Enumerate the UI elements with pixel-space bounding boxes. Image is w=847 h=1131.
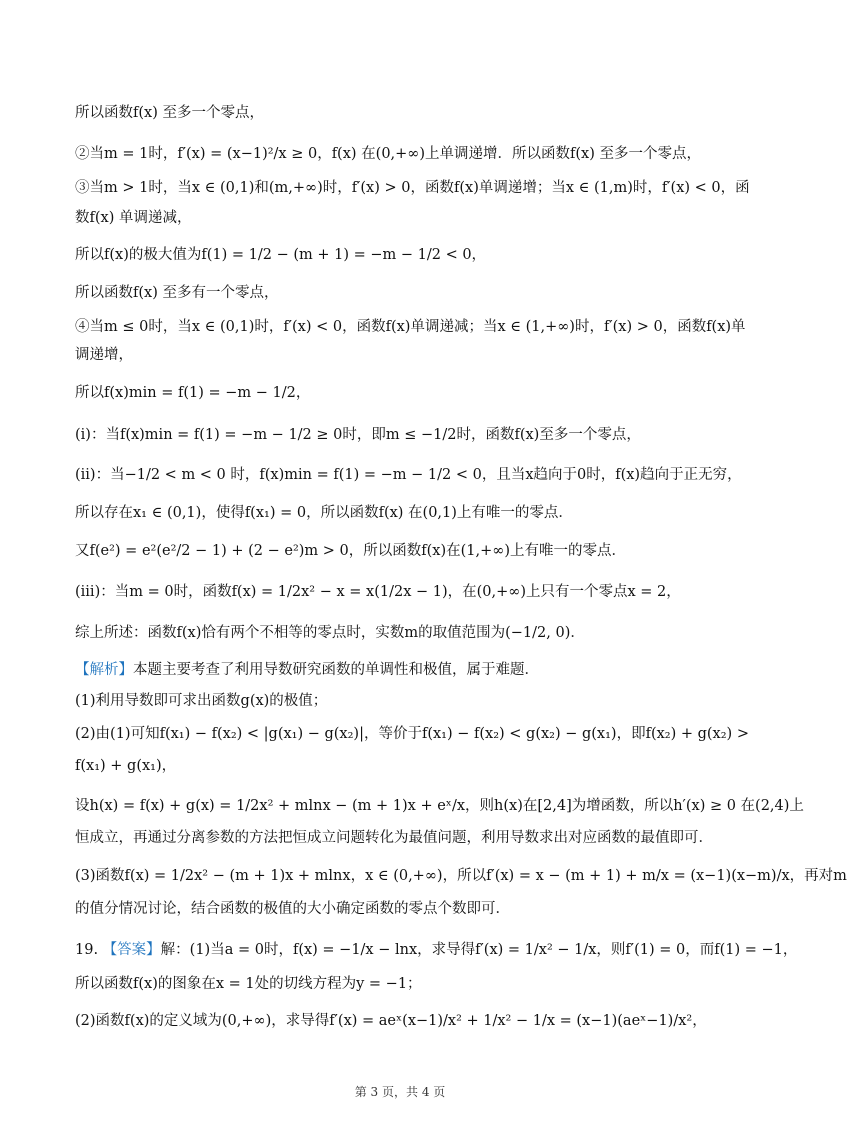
text-line: 所以存在x₁ ∈ (0,1)，使得f(x₁) = 0，所以函数f(x) 在(0,1)上有唯一的零点． [75,505,573,521]
text-line: (ii)：当−1/2 < m < 0 时，f(x)min = f(1) = −m − 1/2 < 0，且当x趋向于0时，f(x)趋向于正无穷， [75,467,742,483]
text-line: (1)利用导数即可求出函数g(x)的极值； [75,693,328,709]
text-line: 恒成立，再通过分离参数的方法把恒成立问题转化为最值问题，利用导数求出对应函数的最值即可． [75,830,713,846]
page-footer: 第 3 页，共 4 页 [354,1085,446,1099]
question-19-line [75,940,798,960]
text-line: (iii)：当m = 0时，函数f(x) = 1/2x² − x = x(1/2x − 1)，在(0,+∞)上只有一个零点x = 2， [75,584,681,600]
text-line: ③当m > 1时，当x ∈ (0,1)和(m,+∞)时，f′(x) > 0，函数f(x)单调递增；当x ∈ (1,m)时，f′(x) < 0，函 [75,180,750,196]
text-line: 的值分情况讨论，结合函数的极值的大小确定函数的零点个数即可． [75,901,510,917]
analysis-tag: 【解析】 [75,662,133,678]
text-line: 设h(x) = f(x) + g(x) = 1/2x² + mlnx − (m + 1)x + eˣ/x，则h(x)在[2,4]为增函数，所以h′(x) ≥ 0 在(2,4)上 [75,798,804,814]
text-line: 数f(x) 单调递减， [75,210,192,226]
text-line: 调递增， [75,347,133,363]
text-line: 又f(e²) = e²(e²/2 − 1) + (2 − e²)m > 0，所以函数f(x)在(1,+∞)上有唯一的零点． [75,543,626,559]
text-line: (3)函数f(x) = 1/2x² − (m + 1)x + mlnx，x ∈ (0,+∞)，所以f′(x) = x − (m + 1) + m/x = (x−1)(x−m)/x，再对m [75,868,847,884]
analysis-text: 本题主要考查了利用导数研究函数的单调性和极值，属于难题． [133,662,539,678]
text-line: ②当m = 1时，f′(x) = (x−1)²/x ≥ 0，f(x) 在(0,+∞)上单调递增．所以函数f(x) 至多一个零点， [75,146,702,162]
answer-text: 解：(1)当a = 0时，f(x) = −1/x − lnx，求导得f′(x) = 1/x² − 1/x，则f′(1) = 0，而f(1) = −1， [160,942,798,958]
analysis-line [75,660,735,680]
text-line: (2)函数f(x)的定义域为(0,+∞)，求导得f′(x) = aeˣ(x−1)/x² + 1/x² − 1/x = (x−1)(aeˣ−1)/x²， [75,1013,707,1029]
text-line: 综上所述：函数f(x)恰有两个不相等的零点时，实数m的取值范围为(−1/2, 0)． [75,625,585,641]
text-line: (2)由(1)可知f(x₁) − f(x₂) < |g(x₁) − g(x₂)|，等价于f(x₁) − f(x₂) < g(x₂) − g(x₁)，即f(x₂) + g(x₂) > [75,726,749,742]
text-line: 所以函数f(x)的图象在x = 1处的切线方程为y = −1； [75,976,422,992]
text-line: ④当m ≤ 0时，当x ∈ (0,1)时，f′(x) < 0，函数f(x)单调递减；当x ∈ (1,+∞)时，f′(x) > 0，函数f(x)单 [75,319,746,335]
text-line: (i)：当f(x)min = f(1) = −m − 1/2 ≥ 0时，即m ≤ −1/2时，函数f(x)至多一个零点， [75,427,641,443]
question-number: 19. [75,942,103,958]
text-line: 所以f(x)min = f(1) = −m − 1/2， [75,385,311,401]
text-line: f(x₁) + g(x₁)， [75,758,177,774]
text-line: 所以函数f(x) 至多一个零点， [75,105,264,121]
text-line: 所以f(x)的极大值为f(1) = 1/2 − (m + 1) = −m − 1/2 < 0， [75,247,487,263]
text-line: 所以函数f(x) 至多有一个零点， [75,285,279,301]
answer-tag: 【答案】 [102,942,161,958]
